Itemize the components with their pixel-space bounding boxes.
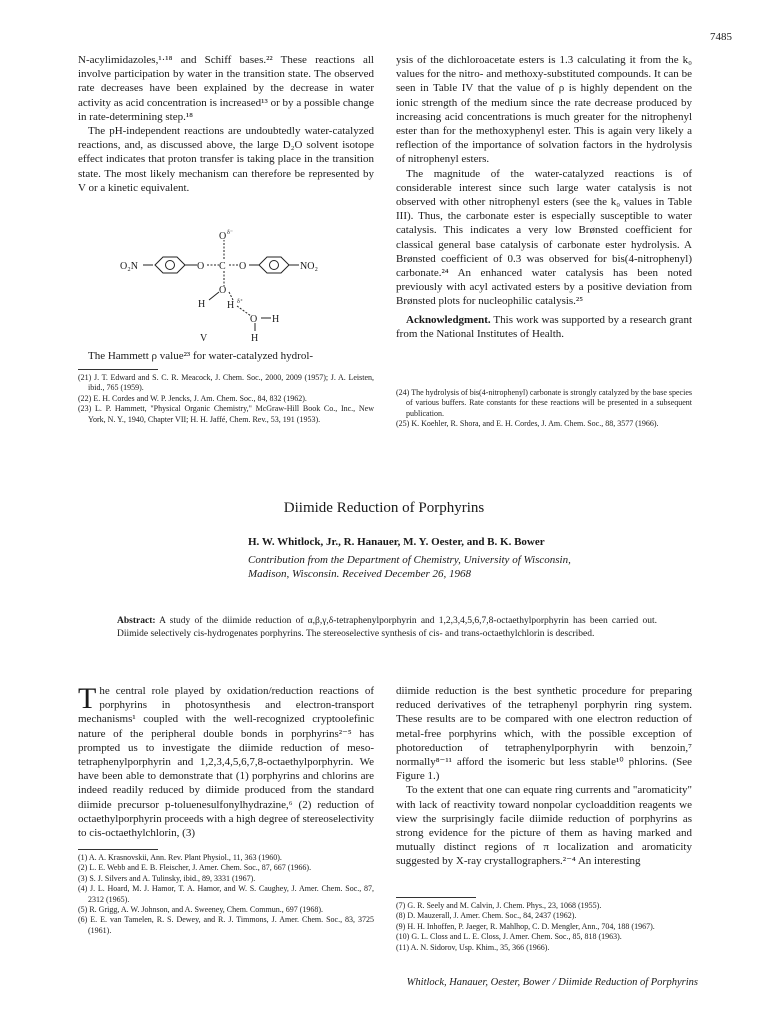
footnotes-top-left — [78, 373, 374, 425]
footnote: (6) E. E. van Tamelen, R. S. Dewey, and R. J. Timmons, J. Amer. Chem. Soc., 83, 3725 (1961). — [78, 915, 374, 935]
top-left-column — [78, 53, 374, 195]
footnote: (8) D. Mauzerall, J. Amer. Chem. Soc., 84, 2437 (1962). — [396, 911, 577, 921]
acknowledgment-heading: Acknowledgment. — [406, 313, 491, 326]
chemical-structure-v — [115, 228, 345, 348]
paragraph: N-acylimidazoles,¹·¹⁸ and Schiff bases.²² These reactions all involve participation by water in the transition state. The observed rate decreases have been explained by the decrease in water activity as acid concentration is increased¹³ or by a possible change in rate-determining step.¹⁸ — [78, 54, 374, 123]
paragraph: To the extent that one can equate ring currents and "aromaticity" with lack of reactivity toward nonpolar cycloaddition reagents we view the surprisingly facile diimide reduction of porphyrins as strong evidence for the picture of them as having marked and mutually distinct regions of π localization and aromaticity suggested by X-ray crystallographers.²⁻⁴ An interesting — [396, 784, 692, 868]
carbon-label: C — [219, 261, 226, 272]
footnote: (21) J. T. Edward and S. C. R. Meacock, J. Chem. Soc., 2000, 2009 (1957); J. A. Leisten, ibid., 765 (1959). — [78, 373, 374, 393]
top-left-column-end — [78, 349, 374, 363]
no2-label: NO₂ — [300, 261, 318, 272]
footnote: (9) H. H. Inhoffen, P. Jaeger, R. Mahlhop, C. D. Mengler, Ann., 704, 188 (1967). — [396, 921, 655, 931]
oxygen-label: O — [219, 285, 227, 296]
delta-minus-label: δ⁻ — [227, 230, 233, 236]
oxygen-label: O — [197, 261, 205, 272]
acknowledgment — [396, 313, 692, 341]
footnote: (1) A. A. Krasnovskii, Ann. Rev. Plant Physiol., 11, 363 (1960). — [78, 853, 282, 862]
abstract-text: A study of the diimide reduction of α,β,γ,δ-tetraphenylporphyrin and 1,2,3,4,5,6,7,8-octaethylporphyrin has been carried out. Diimide selectively cis-hydrogenates porphyrins. The stereoselective synthesis of cis- and trans-octaethylchlorin is described. — [117, 616, 657, 639]
oxygen-label: O — [250, 314, 258, 325]
footnote: (25) K. Koehler, R. Shora, and E. H. Cordes, J. Am. Chem. Soc., 88, 3577 (1966). — [396, 419, 659, 429]
footnote: (22) E. H. Cordes and W. P. Jencks, J. Am. Chem. Soc., 84, 832 (1962). — [78, 393, 307, 403]
footnote: (5) R. Grigg, A. W. Johnson, and A. Sweeney, Chem. Commun., 697 (1968). — [78, 905, 324, 915]
hydrogen-label: H — [227, 300, 235, 311]
o2n-label: O₂N — [120, 261, 138, 272]
paragraph: diimide reduction is the best synthetic procedure for preparing reduced derivatives of the tetraphenyl porphyrin ring system. These results are to be compared with one electron reduction of metal-free porphyrins which, with the possible exception of photoreduction of tetraphenylporphyrin with benzoin,⁷ normally⁸⁻¹¹ afford the isomeric but less stable¹⁰ phlorins. (See Figure 1.) — [396, 685, 692, 783]
intro-text: he central role played by oxidation/reduction reactions of porphyrins in photosynthesis and electron-transport mechanisms¹ coupled with the well-recognized cryptoolefinic nature of the peripheral double bonds in porphyrins²⁻⁵ has prompted us to investigate the diimide reduction of meso-tetraphenylporphyrin and 1,2,3,4,5,6,7,8-octaethylporphyrin. We have been able to demonstrate that (1) porphyrins and chlorins are indeed readily reduced by diimide produced from the standard diimide precursor p-toluenesulfonylhydrazine,⁶ (2) reduction of octaethylporphyrin proceeds with a high degree of stereoselectivity to cis-octaethylchlorin, (3) — [78, 685, 374, 840]
footnote-rule — [78, 849, 158, 850]
abstract-heading: Abstract: — [117, 616, 156, 626]
hydrogen-label: H — [198, 299, 206, 310]
footnote: (2) L. E. Webb and E. B. Fleischer, J. Amer. Chem. Soc., 87, 667 (1966). — [78, 863, 312, 873]
footnote: (3) S. J. Silvers and A. Tulinsky, ibid., 89, 3331 (1967). — [78, 873, 256, 883]
footnote-rule — [396, 897, 476, 898]
structure-label: V — [200, 333, 208, 344]
paragraph — [78, 684, 374, 840]
footnote: (23) L. P. Hammett, "Physical Organic Chemistry," McGraw-Hill Book Co., Inc., New York, N. Y., 1940, Chapter VII; H. H. Jaffé, Chem. Rev., 53, 191 (1953). — [78, 404, 374, 424]
paragraph: The magnitude of the water-catalyzed reactions is of considerable interest since such large water catalysis is not observed with other nitrophenyl esters (see the k₀ values in Table III). Thus, the carbonate ester is especially susceptible to water catalysis. This indicates a very low Brønsted coefficient for classical general base catalysis of carbonate ester hydrolysis. A Brønsted coefficient of 0.3 was observed for bis(4-nitrophenyl) carbonate.²⁴ An enhanced water catalysis has been noted previously with acyl activated esters by a positive deviation from Brønsted plots for nucleophilic catalysis.²⁵ — [396, 167, 692, 308]
bottom-left-column — [78, 684, 374, 840]
drop-cap: T — [78, 682, 97, 715]
footnotes-bottom-right — [396, 901, 692, 953]
footnotes-bottom-left — [78, 853, 374, 936]
footnote-rule — [78, 369, 158, 370]
running-footer: Whitlock, Hanauer, Oester, Bower / Diimide Reduction of Porphyrins — [406, 977, 698, 988]
page-number: 7485 — [710, 31, 732, 43]
acknowledgment-text: This work was supported by a research grant from the National Institutes of Health. — [396, 313, 692, 340]
abstract — [117, 615, 657, 641]
footnote: (24) The hydrolysis of bis(4-nitrophenyl) carbonate is strongly catalyzed by the base species of various buffers. Rate constants for these reactions will be presented in a subsequent publication. — [396, 388, 692, 418]
paragraph: The pH-independent reactions are undoubtedly water-catalyzed reactions, and, as discussed above, the large D₂O solvent isotope effect indicates that proton transfer is taking place in the transition state. The most likely mechanism can therefore be represented by V or a kinetic equivalent. — [78, 125, 374, 194]
hydrogen-label: H — [251, 333, 259, 344]
article-title: Diimide Reduction of Porphyrins — [283, 500, 485, 516]
footnote: (10) G. L. Closs and L. E. Closs, J. Amer. Chem. Soc., 85, 818 (1963). — [396, 932, 622, 942]
paragraph: ysis of the dichloroacetate esters is 1.3 calculating it from the k₀ values for the nitro- and methoxy-substituted compounds. It can be seen in Table IV that the value of ρ is highly dependent on the ionic strength of the medium since the rate decrease produced by increasing acid concentrations is much greater for the nitrophenyl ester than for the methoxyphenyl ester. This is again very likely a reflection of the importance of solvation factors in the hydrolysis of nitrophenyl esters. — [396, 54, 692, 166]
footnotes-top-right — [396, 388, 692, 430]
delta-plus-label: δ⁺ — [237, 299, 243, 305]
oxygen-label: O — [219, 231, 227, 242]
article-authors: H. W. Whitlock, Jr., R. Hanauer, M. Y. Oester, and B. K. Bower — [248, 536, 545, 548]
bottom-right-column — [396, 684, 692, 869]
footnote: (7) G. R. Seely and M. Calvin, J. Chem. Phys., 23, 1068 (1955). — [396, 901, 602, 910]
footnote: (4) J. L. Hoard, M. J. Hamor, T. A. Hamor, and W. S. Caughey, J. Amer. Chem. Soc., 87, 2312 (1965). — [78, 884, 374, 904]
top-right-column — [396, 53, 692, 341]
paragraph: The Hammett ρ value²³ for water-catalyzed hydrol- — [88, 350, 314, 362]
hydrogen-label: H — [272, 314, 280, 325]
oxygen-label: O — [239, 261, 247, 272]
article-affiliation: Contribution from the Department of Chemistry, University of Wisconsin, Madison, Wisconsin. Received December 26, 1968 — [248, 554, 571, 580]
footnote: (11) A. N. Sidorov, Usp. Khim., 35, 366 (1966). — [396, 942, 550, 952]
